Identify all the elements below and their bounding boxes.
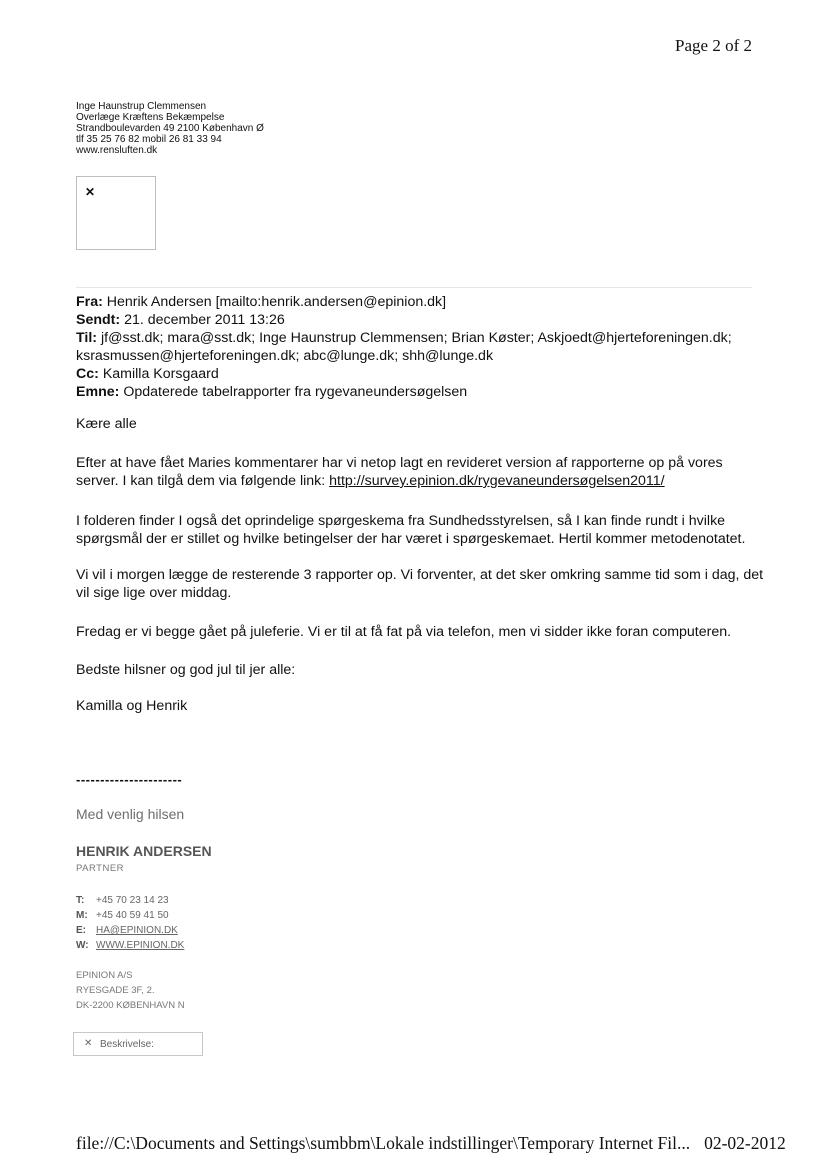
- phone-label: T:: [76, 895, 85, 906]
- email-greeting: Kære alle: [76, 416, 137, 432]
- broken-image-description: [73, 1032, 203, 1056]
- email-paragraph: Fredag er vi begge gået på juleferie. Vi er til at få fat på via telefon, men vi sidder ikke foran computeren.: [76, 624, 732, 640]
- email-closing: Bedste hilsner og god jul til jer alle:: [76, 662, 296, 678]
- file-path: file://C:\Documents and Settings\sumbbm\Lokale indstillinger\Temporary Internet Fil...: [76, 1133, 691, 1153]
- web-link[interactable]: WWW.EPINION.DK: [96, 940, 185, 951]
- to-label: Til:: [76, 330, 98, 346]
- divider: [76, 287, 752, 288]
- sent-row: [76, 311, 766, 329]
- top-signature: [76, 101, 264, 156]
- phone-row: [76, 893, 184, 908]
- from-value: Henrik Andersen [mailto:henrik.andersen@epinion.dk]: [106, 294, 447, 310]
- email-link[interactable]: HA@EPINION.DK: [96, 925, 178, 936]
- survey-link[interactable]: http://survey.epinion.dk/rygevaneundersøgelsen2011/: [329, 473, 665, 489]
- signature-line: Inge Haunstrup Clemmensen: [76, 101, 207, 112]
- phone-value: +45 70 23 14 23: [96, 895, 169, 906]
- regards-text: Med venlig hilsen: [76, 806, 185, 822]
- cc-row: [76, 365, 766, 383]
- description-label: Beskrivelse:: [100, 1039, 154, 1050]
- from-row: [76, 293, 766, 311]
- signature-line: Strandboulevarden 49 2100 København Ø: [76, 123, 264, 134]
- broken-image-icon: ✕: [84, 1038, 93, 1049]
- signature-separator: ----------------------: [76, 772, 183, 787]
- contact-block: [76, 893, 184, 953]
- email-label: E:: [76, 925, 86, 936]
- subject-row: [76, 383, 766, 401]
- company-street: RYESGADE 3F, 2.: [76, 985, 155, 996]
- company-name: EPINION A/S: [76, 970, 133, 981]
- company-address: [76, 968, 185, 1013]
- signature-line: Overlæge Kræftens Bekæmpelse: [76, 112, 225, 123]
- mobile-value: +45 40 59 41 50: [96, 910, 169, 921]
- signature-link[interactable]: www.rensluften.dk: [76, 145, 158, 156]
- to-value: jf@sst.dk; mara@sst.dk; Inge Haunstrup Clemmensen; Brian Køster; Askjoedt@hjerteforeningen.dk;: [100, 330, 732, 346]
- email-names: Kamilla og Henrik: [76, 698, 188, 714]
- email-row: [76, 923, 184, 938]
- company-city: DK-2200 KØBENHAVN N: [76, 1000, 185, 1011]
- broken-image-placeholder: [76, 176, 156, 250]
- sender-name: HENRIK ANDERSEN: [76, 843, 212, 859]
- sent-value: 21. december 2011 13:26: [124, 312, 285, 328]
- email-paragraph: I folderen finder I også det oprindelige spørgeskema fra Sundhedsstyrelsen, så I kan finde rundt i hvilke spørgsmål der er stillet og hvilke betingelser der har været i spørgeskemaet. Hertil kommer metodenotatet.: [76, 513, 746, 547]
- page-number: Page 2 of 2: [675, 36, 752, 55]
- mobile-label: M:: [76, 910, 88, 921]
- broken-image-icon: ✕: [85, 185, 96, 199]
- email-paragraph: Vi vil i morgen lægge de resterende 3 rapporter op. Vi forventer, at det sker omkring samme tid som i dag, det vil sige lige over middag.: [76, 567, 764, 601]
- from-label: Fra:: [76, 294, 103, 310]
- sent-label: Sendt:: [76, 312, 121, 328]
- subject-value: Opdaterede tabelrapporter fra rygevaneundersøgelsen: [123, 384, 468, 400]
- web-label: W:: [76, 940, 89, 951]
- print-footer: [76, 1133, 786, 1154]
- email-header: [76, 293, 766, 401]
- sender-title: PARTNER: [76, 863, 125, 874]
- email-paragraph: [76, 454, 766, 490]
- cc-value: Kamilla Korsgaard: [102, 366, 219, 382]
- paragraph-text: Efter at have fået Maries kommentarer har vi netop lagt en revideret version af rapporterne op på vores server. I kan tilgå dem via følgende link:: [76, 455, 723, 489]
- web-row: [76, 938, 184, 953]
- signature-line: tlf 35 25 76 82 mobil 26 81 33 94: [76, 134, 222, 145]
- cc-label: Cc:: [76, 366, 99, 382]
- print-date: 02-02-2012: [704, 1133, 786, 1153]
- mobile-row: [76, 908, 184, 923]
- to-row: [76, 329, 766, 347]
- to-row-continued: ksrasmussen@hjerteforeningen.dk; abc@lunge.dk; shh@lunge.dk: [76, 348, 494, 364]
- subject-label: Emne:: [76, 384, 120, 400]
